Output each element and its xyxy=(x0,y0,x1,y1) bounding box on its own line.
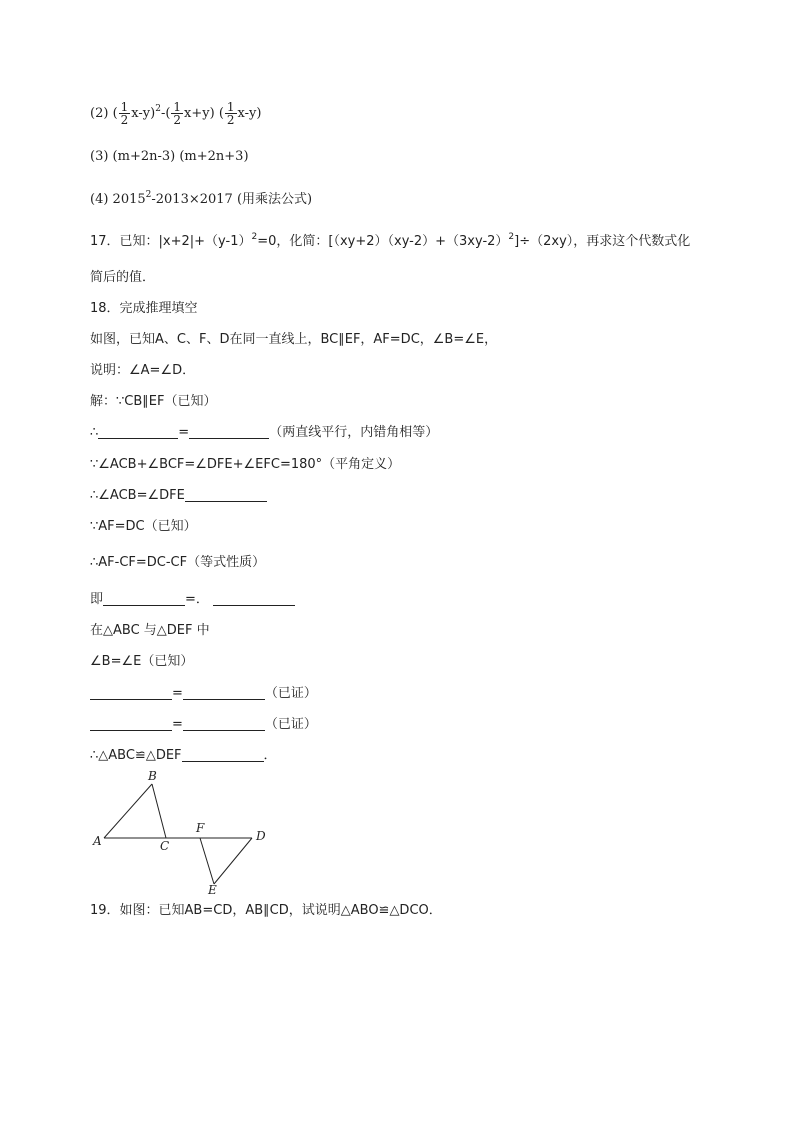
q18-step7: 在△ABC 与△DEF 中 xyxy=(90,623,210,638)
q18-solution: 解：∵CB∥EF（已知） xyxy=(90,394,217,409)
fraction-half: $\frac{1}{2}$ xyxy=(173,100,182,127)
q18-step6: 即 =． xyxy=(90,591,295,609)
q18-step11: ∴△ABC≌△DEF ． xyxy=(90,748,277,763)
q18-step10: = （已证） xyxy=(90,716,317,734)
label-F: F xyxy=(196,821,205,835)
fraction-half: $\frac{1}{2}$ xyxy=(226,100,235,127)
q18-step2: ∵∠ACB+∠BCF=∠DFE+∠EFC=180°（平角定义） xyxy=(90,457,401,472)
answer-blank[interactable] xyxy=(183,685,265,700)
answer-blank[interactable] xyxy=(103,591,185,606)
q16-part3: (3) (m+2n-3) (m+2n+3) xyxy=(90,149,249,164)
answer-blank[interactable] xyxy=(183,716,265,731)
q18-step3: ∴∠ACB=∠DFE xyxy=(90,487,267,505)
answer-blank[interactable] xyxy=(213,591,295,606)
answer-blank[interactable] xyxy=(98,424,178,439)
geometry-figure xyxy=(92,768,268,896)
q18-claim: 说明：∠A=∠D． xyxy=(90,363,196,378)
fraction-half: $\frac{1}{2}$ xyxy=(120,100,129,127)
answer-blank[interactable] xyxy=(90,685,172,700)
label-E: E xyxy=(208,883,217,896)
q18-title: 18．完成推理填空 xyxy=(90,301,198,316)
q18-step4: ∵AF=DC（已知） xyxy=(90,519,197,534)
q17-line2: 简后的值． xyxy=(90,270,156,285)
q17-line1: 17．已知：$|x+2|+(y-1)^2=0$，化简：$[(xy+2)(xy-2)+(3xy-2)^2]\div(2xy)$，再求这个代数式化 xyxy=(90,232,691,249)
label-B: B xyxy=(148,769,157,783)
q18-step5: ∴AF-CF=DC-CF（等式性质） xyxy=(90,555,266,570)
segment-BC xyxy=(152,784,166,838)
segment-AB xyxy=(104,784,152,838)
q19-text: 19．如图：已知AB=CD，AB∥CD，试说明△ABO≌△DCO． xyxy=(90,903,442,918)
q16-part4: (4) $2015^2-2013\times 2017$ (用乘法公式) xyxy=(90,190,313,207)
answer-blank[interactable] xyxy=(182,747,264,762)
label-D: D xyxy=(256,829,266,843)
segment-ED xyxy=(214,838,252,884)
q16-part2: (2) ( $\frac{1}{2}$ x-y)$^2$-( $\frac{1}{2}$ x+y) ( $\frac{1}{2}$ x-y) xyxy=(90,100,262,127)
q18-step9: = （已证） xyxy=(90,685,317,703)
segment-FE xyxy=(200,838,214,884)
q18-step8: ∠B=∠E（已知） xyxy=(90,654,194,669)
q18-given: 如图，已知A、C、F、D在同一直线上，BC∥EF，AF=DC，∠B=∠E， xyxy=(90,332,498,347)
label-C: C xyxy=(160,839,170,853)
q18-step1: ∴ = （两直线平行，内错角相等） xyxy=(90,425,439,440)
label-A: A xyxy=(93,834,102,848)
answer-blank[interactable] xyxy=(90,716,172,731)
answer-blank[interactable] xyxy=(189,424,269,439)
answer-blank[interactable] xyxy=(185,487,267,502)
